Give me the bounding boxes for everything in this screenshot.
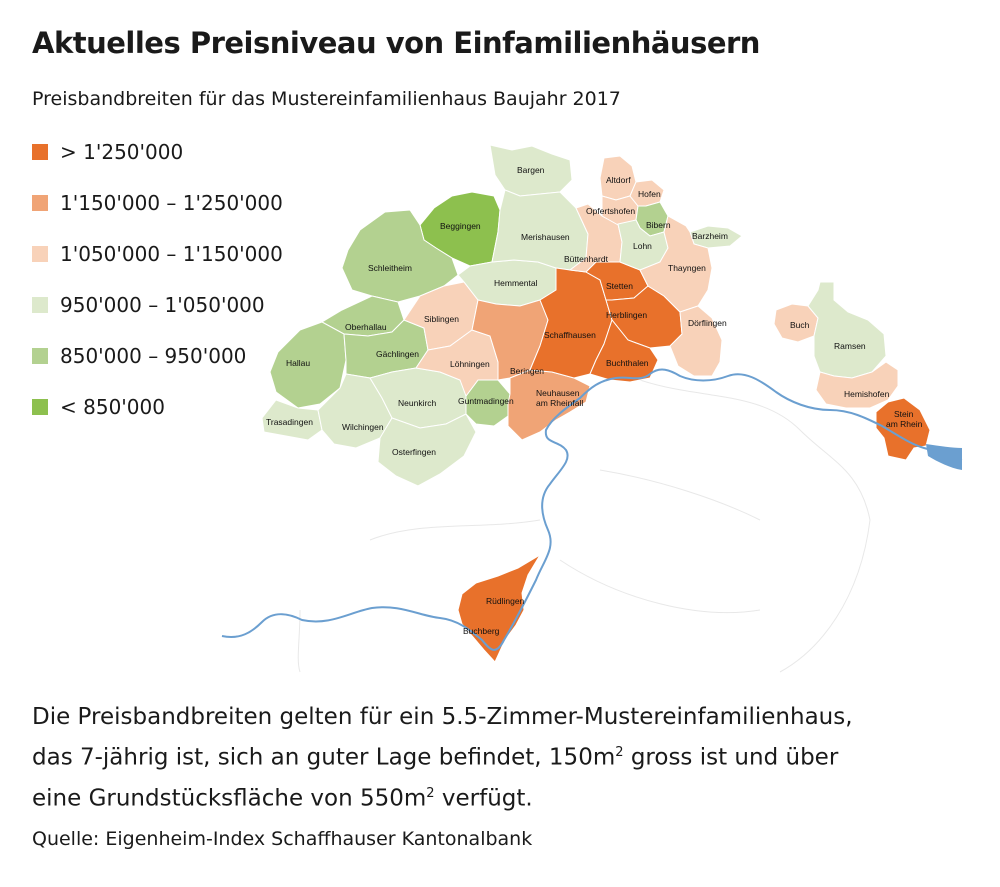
methodology-note [32,700,932,816]
label-buettenhardt: Büttenhardt [564,254,608,264]
legend-label: 1'050'000 – 1'150'000 [60,242,283,266]
note-line-1: Die Preisbandbreiten gelten für ein 5.5-Zimmer-Mustereinfamilienhaus, [32,704,853,730]
label-osterfingen: Osterfingen [392,447,436,457]
label-hallau: Hallau [286,358,311,368]
label-lohn: Lohn [633,241,652,251]
label-opfertshofen: Opfertshofen [586,206,636,216]
label-beringen: Beringen [510,366,545,376]
label-hemmental: Hemmental [494,278,538,288]
label-thayngen: Thayngen [668,263,706,273]
label-ramsen: Ramsen [834,341,866,351]
note-sup-2: 2 [426,785,435,801]
legend-label: > 1'250'000 [60,140,184,164]
label-loehningen: Löhningen [450,359,490,369]
label-altdorf: Altdorf [606,175,631,185]
label-trasadingen: Trasadingen [266,417,313,427]
label-bargen: Bargen [517,165,545,175]
label-hofen: Hofen [638,189,661,199]
legend-swatch [32,195,48,211]
label-bibern: Bibern [646,220,671,230]
label-stein-am-rhein: am Rhein [886,419,923,429]
note-line-2a: das 7-jährig ist, sich an guter Lage befindet, 150m [32,744,616,771]
label-stein: Stein [894,409,914,419]
legend-swatch [32,348,48,364]
legend-swatch [32,246,48,262]
label-buchthalen: Buchthalen [606,358,649,368]
legend-label: < 850'000 [60,395,165,419]
label-beggingen: Beggingen [440,221,481,231]
note-sup-1: 2 [615,745,624,760]
label-oberhallau: Oberhallau [345,322,387,332]
label-barzheim: Barzheim [692,231,728,241]
region-ramsen[interactable] [808,282,886,378]
label-ruedlingen: Rüdlingen [486,596,525,606]
label-gaechlingen: Gächlingen [376,349,420,359]
legend-swatch [32,297,48,313]
label-doerflingen: Dörflingen [688,318,727,328]
legend-item-over-1250000 [32,140,183,164]
label-schaffhausen: Schaffhausen [544,330,596,340]
label-buchberg: Buchberg [463,626,500,636]
rhine-lake-mouth [926,444,962,470]
label-schleitheim: Schleitheim [368,263,412,273]
note-line-3b: verfügt. [434,785,533,812]
legend-label: 850'000 – 950'000 [60,344,247,368]
label-siblingen: Siblingen [424,314,459,324]
label-neunkirch: Neunkirch [398,398,437,408]
legend-label: 950'000 – 1'050'000 [60,293,265,317]
note-line-3a: eine Grundstücksfläche von 550m [32,785,427,812]
source-note: Quelle: Eigenheim-Index Schaffhauser Kantonalbank [32,828,533,850]
label-merishausen: Merishausen [521,232,570,242]
page-title: Aktuelles Preisniveau von Einfamilienhäusern [32,26,760,60]
label-guntmadingen: Guntmadingen [458,396,514,406]
legend-swatch [32,399,48,415]
map-svg [215,135,975,675]
canton-map [215,135,975,675]
note-line-2b: gross ist und über [623,744,839,771]
page-subtitle: Preisbandbreiten für das Mustereinfamilienhaus Baujahr 2017 [32,88,621,110]
region-ruedlingen-buchberg [458,555,540,662]
label-neuhausen: Neuhausen [536,388,580,398]
label-herblingen: Herblingen [606,310,648,320]
label-stetten: Stetten [606,281,633,291]
legend-item-under-850000 [32,395,165,419]
label-wilchingen: Wilchingen [342,422,384,432]
label-buch: Buch [790,320,810,330]
label-hemishofen: Hemishofen [844,389,890,399]
legend-swatch [32,144,48,160]
label-neuhausen-am-rheinfall: am Rheinfall [536,398,584,408]
region-stein-am-rhein[interactable] [876,398,930,460]
legend-label: 1'150'000 – 1'250'000 [60,191,283,215]
